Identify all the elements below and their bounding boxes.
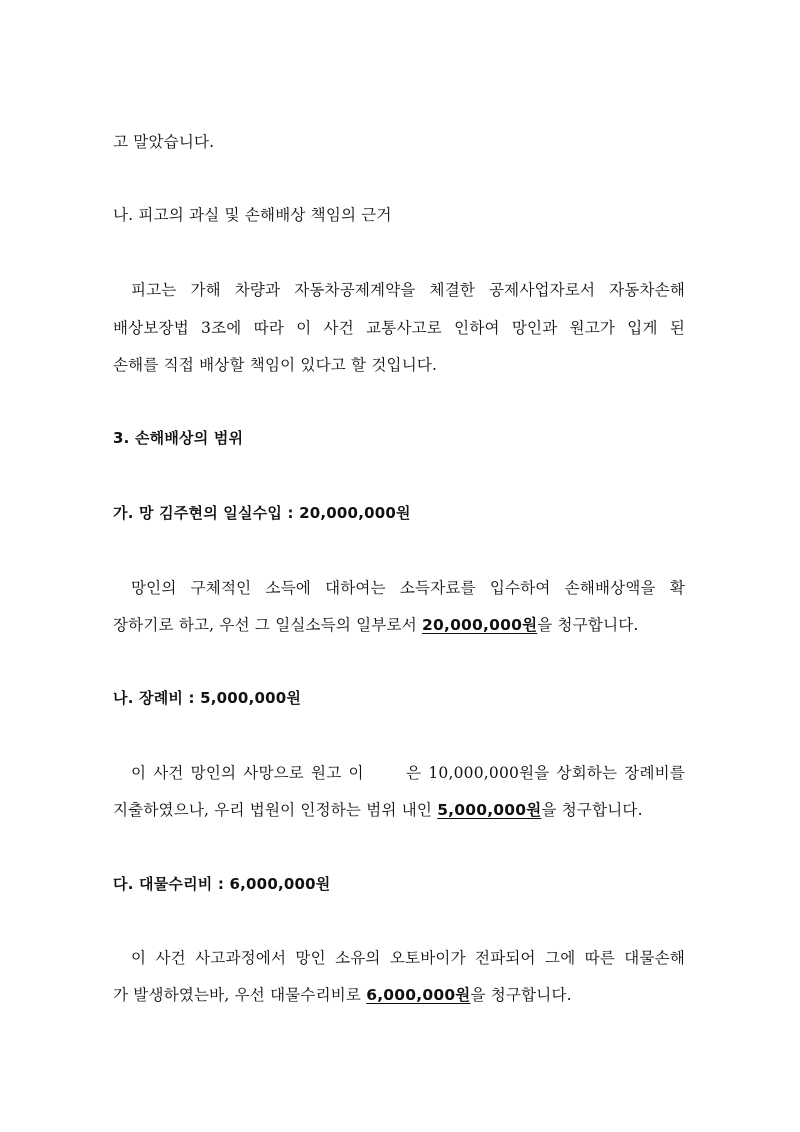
paragraph-line: 고 말았습니다. xyxy=(113,133,215,151)
paragraph-line xyxy=(113,985,685,1005)
section-heading-damages-scope: 3. 손해배상의 범위 xyxy=(113,429,244,447)
subheading-lost-income: 가. 망 김주현의 일실수입 : 20,000,000원 xyxy=(113,504,411,522)
paragraph-line xyxy=(113,800,685,820)
text-span: 가 발생하였는바, 우선 대물수리비로 xyxy=(113,986,367,1004)
paragraph-line: 배상보장법 3조에 따라 이 사건 교통사고로 인하여 망인과 원고가 입게 된 xyxy=(113,319,685,337)
text-span: 을 청구합니다. xyxy=(470,986,572,1004)
amount-claimed: 20,000,000원 xyxy=(422,616,538,634)
text-span: 장하기로 하고, 우선 그 일실소득의 일부로서 xyxy=(113,616,423,634)
subheading-property-repair: 다. 대물수리비 : 6,000,000원 xyxy=(113,875,331,893)
text-span: 을 청구합니다. xyxy=(537,616,639,634)
paragraph-line: 손해를 직접 배상할 책임이 있다고 할 것입니다. xyxy=(113,356,438,374)
text-span: 을 청구합니다. xyxy=(541,801,643,819)
subheading-funeral-costs: 나. 장례비 : 5,000,000원 xyxy=(113,689,302,707)
amount-claimed: 5,000,000원 xyxy=(437,801,542,819)
paragraph-line xyxy=(113,615,685,635)
paragraph-line: 피고는 가해 차량과 자동차공제계약을 체결한 공제사업자로서 자동차손해 xyxy=(131,281,685,299)
text-span: 지출하였으나, 우리 법원이 인정하는 범위 내인 xyxy=(113,801,438,819)
paragraph-line: 이 사건 사고과정에서 망인 소유의 오토바이가 전파되어 그에 따른 대물손해 xyxy=(131,949,685,967)
amount-claimed: 6,000,000원 xyxy=(366,986,471,1004)
section-heading-liability: 나. 피고의 과실 및 손해배상 책임의 근거 xyxy=(113,206,392,224)
paragraph-line: 망인의 구체적인 소득에 대하여는 소득자료를 입수하여 손해배상액을 확 xyxy=(131,579,685,597)
paragraph-line: 이 사건 망인의 사망으로 원고 이 은 10,000,000원을 상회하는 장례비를 xyxy=(131,764,685,782)
